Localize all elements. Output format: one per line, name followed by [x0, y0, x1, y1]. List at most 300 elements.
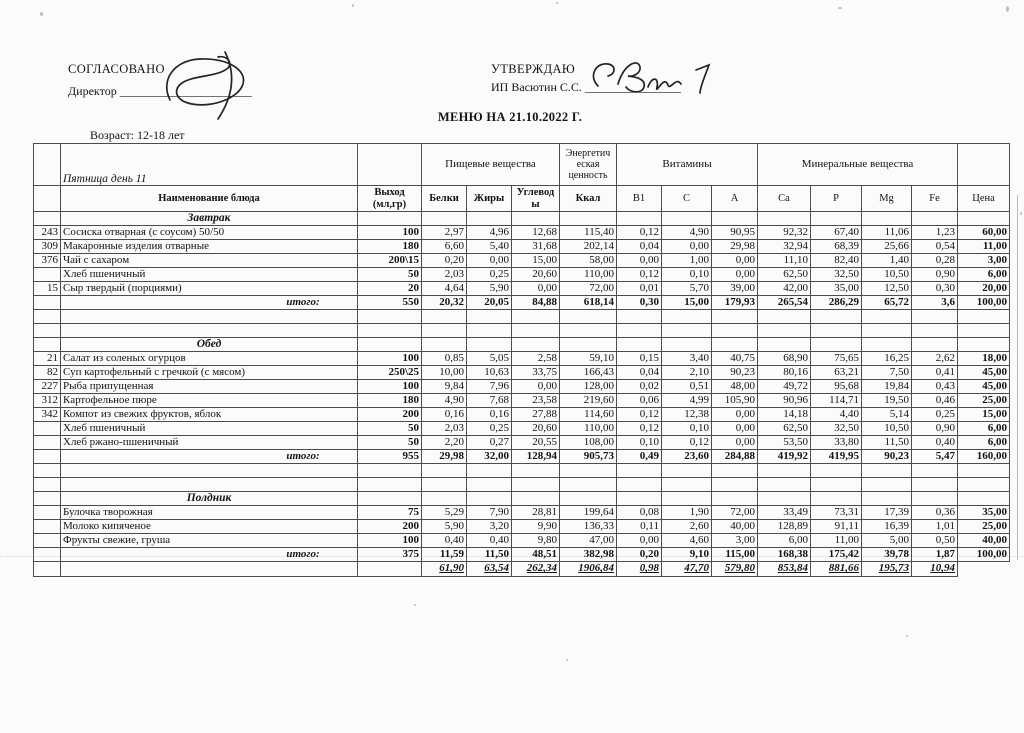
section-header-row: [34, 492, 1010, 506]
value-cell: 905,73: [560, 450, 617, 464]
price-cell: 100,00: [958, 296, 1010, 310]
row-number-cell: 342: [34, 408, 61, 422]
scan-speck: [906, 635, 908, 637]
value-cell: 39,78: [862, 548, 912, 562]
spacer-row: [34, 478, 1010, 492]
dish-name-cell: Сосиска отварная (с соусом) 50/50: [61, 226, 358, 240]
value-cell: 48,51: [512, 548, 560, 562]
value-cell: 110,00: [560, 268, 617, 282]
scan-speck: [1020, 212, 1022, 215]
cell: [467, 492, 512, 506]
cell: [912, 324, 958, 338]
group-minerals: Минеральные вещества: [758, 144, 958, 186]
value-cell: 114,60: [560, 408, 617, 422]
column-header: Выход (мл,гр): [358, 186, 422, 212]
column-header: Жиры: [467, 186, 512, 212]
column-header: Наименование блюда: [61, 186, 358, 212]
value-cell: 15,00: [662, 296, 712, 310]
value-cell: 0,00: [712, 408, 758, 422]
column-header: Цена: [958, 186, 1010, 212]
grand-total-value: 47,70: [662, 562, 712, 577]
out-cell: 50: [358, 268, 422, 282]
total-row: [34, 450, 1010, 464]
cell: [958, 310, 1010, 324]
cell: [467, 338, 512, 352]
value-cell: 15,00: [512, 254, 560, 268]
value-cell: 12,68: [512, 226, 560, 240]
column-header-row: [34, 186, 1010, 212]
dish-name-cell: Хлеб ржано-пшеничный: [61, 436, 358, 450]
page-title: МЕНЮ НА 21.10.2022 Г.: [437, 110, 583, 124]
row-number-cell: [34, 212, 61, 226]
value-cell: 110,00: [560, 422, 617, 436]
value-cell: 5,14: [862, 408, 912, 422]
value-cell: 75,65: [811, 352, 862, 366]
value-cell: 0,00: [617, 254, 662, 268]
value-cell: 90,23: [862, 450, 912, 464]
value-cell: 0,04: [617, 240, 662, 254]
cell: [862, 310, 912, 324]
total-row: [34, 296, 1010, 310]
value-cell: 48,00: [712, 380, 758, 394]
value-cell: 0,49: [617, 450, 662, 464]
value-cell: 11,50: [862, 436, 912, 450]
value-cell: 1,40: [862, 254, 912, 268]
value-cell: 20,60: [512, 268, 560, 282]
spacer-row: [34, 464, 1010, 478]
table-row: [34, 268, 1010, 282]
out-cell: 75: [358, 506, 422, 520]
value-cell: 7,96: [467, 380, 512, 394]
value-cell: 11,59: [422, 548, 467, 562]
column-header: P: [811, 186, 862, 212]
value-cell: 33,49: [758, 506, 811, 520]
value-cell: 128,94: [512, 450, 560, 464]
value-cell: 4,40: [811, 408, 862, 422]
table-row: [34, 506, 1010, 520]
cell: [560, 492, 617, 506]
cell: [862, 338, 912, 352]
value-cell: 29,98: [422, 450, 467, 464]
dish-name-cell: Хлеб пшеничный: [61, 422, 358, 436]
row-number-cell: 376: [34, 254, 61, 268]
approver-signature-line: ИП Васютин С.С. ________________: [491, 80, 681, 94]
value-cell: 114,71: [811, 394, 862, 408]
value-cell: 0,20: [617, 548, 662, 562]
value-cell: 2,60: [662, 520, 712, 534]
value-cell: 10,00: [422, 366, 467, 380]
price-cell: 20,00: [958, 282, 1010, 296]
cell: [662, 478, 712, 492]
value-cell: 199,64: [560, 506, 617, 520]
out-cell: 100: [358, 380, 422, 394]
value-cell: 0,12: [617, 408, 662, 422]
total-label: итого:: [61, 548, 358, 562]
cell: [358, 324, 422, 338]
scan-speck: [352, 4, 354, 7]
value-cell: 0,25: [467, 268, 512, 282]
value-cell: 0,06: [617, 394, 662, 408]
value-cell: 31,68: [512, 240, 560, 254]
value-cell: 17,39: [862, 506, 912, 520]
value-cell: 0,08: [617, 506, 662, 520]
cell: [662, 464, 712, 478]
dish-name-cell: [61, 562, 358, 577]
value-cell: 32,94: [758, 240, 811, 254]
value-cell: 7,90: [467, 506, 512, 520]
value-cell: 32,00: [467, 450, 512, 464]
value-cell: 40,75: [712, 352, 758, 366]
value-cell: 68,39: [811, 240, 862, 254]
cell: [662, 212, 712, 226]
cell: [758, 338, 811, 352]
cell: [758, 212, 811, 226]
section-name: Завтрак: [61, 212, 358, 226]
grand-total-row: [34, 562, 1010, 577]
row-number-cell: [34, 534, 61, 548]
table-row: [34, 380, 1010, 394]
value-cell: 0,90: [912, 268, 958, 282]
dish-name-cell: Суп картофельный с гречкой (с мясом): [61, 366, 358, 380]
out-cell: 200: [358, 408, 422, 422]
value-cell: 0,15: [617, 352, 662, 366]
price-cell: [958, 144, 1010, 186]
value-cell: 0,00: [617, 534, 662, 548]
value-cell: 0,40: [912, 436, 958, 450]
out-cell: 50: [358, 436, 422, 450]
cell: [34, 478, 61, 492]
value-cell: 90,96: [758, 394, 811, 408]
value-cell: 3,6: [912, 296, 958, 310]
cell: [422, 310, 467, 324]
value-cell: 5,90: [467, 282, 512, 296]
dish-name-cell: Молоко кипяченое: [61, 520, 358, 534]
cell: [712, 492, 758, 506]
cell: [512, 324, 560, 338]
cell: [512, 492, 560, 506]
value-cell: 0,20: [422, 254, 467, 268]
cell: [758, 492, 811, 506]
value-cell: 11,00: [811, 534, 862, 548]
cell: [512, 478, 560, 492]
out-cell: 550: [358, 296, 422, 310]
cell: [358, 492, 422, 506]
value-cell: 90,23: [712, 366, 758, 380]
grand-total-value: 1906,84: [560, 562, 617, 577]
scan-edge-artifact: [1017, 195, 1018, 560]
age-label: Возраст: 12-18 лет: [90, 128, 185, 142]
value-cell: 68,90: [758, 352, 811, 366]
price-cell: 25,00: [958, 520, 1010, 534]
value-cell: 0,27: [467, 436, 512, 450]
value-cell: 108,00: [560, 436, 617, 450]
cell: [958, 324, 1010, 338]
value-cell: 72,00: [712, 506, 758, 520]
value-cell: 95,68: [811, 380, 862, 394]
out-cell: 200: [358, 520, 422, 534]
value-cell: 9,84: [422, 380, 467, 394]
table-row: [34, 282, 1010, 296]
cell: [560, 338, 617, 352]
value-cell: 12,50: [862, 282, 912, 296]
value-cell: 0,28: [912, 254, 958, 268]
cell: [560, 324, 617, 338]
row-number-cell: [34, 562, 61, 577]
grand-total-value: 579,80: [712, 562, 758, 577]
value-cell: 14,18: [758, 408, 811, 422]
cell: [560, 212, 617, 226]
value-cell: 0,16: [422, 408, 467, 422]
grand-total-value: 853,84: [758, 562, 811, 577]
value-cell: 219,60: [560, 394, 617, 408]
cell: [958, 212, 1010, 226]
value-cell: 0,85: [422, 352, 467, 366]
value-cell: 0,00: [712, 436, 758, 450]
empty-price-cell: [958, 562, 1010, 577]
scan-speck: [556, 2, 558, 4]
table-row: [34, 254, 1010, 268]
row-number-cell: 21: [34, 352, 61, 366]
row-number-cell: [34, 186, 61, 212]
value-cell: 5,70: [662, 282, 712, 296]
value-cell: 23,60: [662, 450, 712, 464]
value-cell: 29,98: [712, 240, 758, 254]
cell: [958, 492, 1010, 506]
value-cell: 2,58: [512, 352, 560, 366]
value-cell: 0,02: [617, 380, 662, 394]
cell: [358, 478, 422, 492]
value-cell: 91,11: [811, 520, 862, 534]
value-cell: 4,90: [422, 394, 467, 408]
dish-name-cell: Сыр твердый (порциями): [61, 282, 358, 296]
price-cell: 40,00: [958, 534, 1010, 548]
spacer-row: [34, 324, 1010, 338]
value-cell: 2,20: [422, 436, 467, 450]
agreed-label: СОГЛАСОВАНО: [68, 62, 165, 76]
value-cell: 62,50: [758, 422, 811, 436]
cell: [512, 212, 560, 226]
value-cell: 0,00: [512, 282, 560, 296]
value-cell: 2,97: [422, 226, 467, 240]
value-cell: 90,95: [712, 226, 758, 240]
value-cell: 73,31: [811, 506, 862, 520]
value-cell: 0,00: [467, 254, 512, 268]
scan-speck: [414, 604, 416, 606]
value-cell: 6,00: [758, 534, 811, 548]
total-label: итого:: [61, 450, 358, 464]
value-cell: 1,01: [912, 520, 958, 534]
cell: [958, 478, 1010, 492]
value-cell: 0,50: [912, 534, 958, 548]
cell: [811, 324, 862, 338]
price-cell: 3,00: [958, 254, 1010, 268]
cell: [912, 310, 958, 324]
value-cell: 0,41: [912, 366, 958, 380]
total-row: [34, 548, 1010, 562]
cell: [862, 324, 912, 338]
price-cell: 45,00: [958, 380, 1010, 394]
value-cell: 175,42: [811, 548, 862, 562]
value-cell: 4,90: [662, 226, 712, 240]
value-cell: 115,00: [712, 548, 758, 562]
out-cell: 250\25: [358, 366, 422, 380]
value-cell: 0,00: [662, 240, 712, 254]
cell: [712, 464, 758, 478]
value-cell: 5,05: [467, 352, 512, 366]
price-cell: 11,00: [958, 240, 1010, 254]
cell: [61, 464, 358, 478]
value-cell: 0,43: [912, 380, 958, 394]
out-cell: 100: [358, 534, 422, 548]
value-cell: 0,25: [467, 422, 512, 436]
value-cell: 42,00: [758, 282, 811, 296]
value-cell: 179,93: [712, 296, 758, 310]
cell: [811, 310, 862, 324]
cell: [617, 464, 662, 478]
value-cell: 0,40: [467, 534, 512, 548]
dish-name-cell: Макаронные изделия отварные: [61, 240, 358, 254]
cell: [758, 478, 811, 492]
value-cell: 10,63: [467, 366, 512, 380]
cell: [617, 212, 662, 226]
value-cell: 105,90: [712, 394, 758, 408]
value-cell: 1,00: [662, 254, 712, 268]
scan-speck: [1006, 6, 1009, 12]
value-cell: 35,00: [811, 282, 862, 296]
cell: [862, 212, 912, 226]
value-cell: 2,62: [912, 352, 958, 366]
cell: [912, 212, 958, 226]
value-cell: 10,50: [862, 422, 912, 436]
menu-table: [33, 143, 1010, 577]
cell: [758, 464, 811, 478]
column-header: Ккал: [560, 186, 617, 212]
cell: [617, 492, 662, 506]
value-cell: 49,72: [758, 380, 811, 394]
column-header: Углеводы: [512, 186, 560, 212]
value-cell: 47,00: [560, 534, 617, 548]
group-header-row: [34, 144, 1010, 186]
value-cell: 0,30: [912, 282, 958, 296]
value-cell: 4,60: [662, 534, 712, 548]
value-cell: 1,90: [662, 506, 712, 520]
value-cell: 80,16: [758, 366, 811, 380]
cell: [712, 212, 758, 226]
cell: [61, 478, 358, 492]
value-cell: 19,84: [862, 380, 912, 394]
out-cell: [358, 144, 422, 186]
price-cell: 6,00: [958, 268, 1010, 282]
row-number-cell: 15: [34, 282, 61, 296]
cell: [617, 310, 662, 324]
value-cell: 5,00: [862, 534, 912, 548]
value-cell: 382,98: [560, 548, 617, 562]
value-cell: 40,00: [712, 520, 758, 534]
table-row: [34, 422, 1010, 436]
value-cell: 0,10: [662, 268, 712, 282]
cell: [958, 464, 1010, 478]
price-cell: 35,00: [958, 506, 1010, 520]
column-header: Ca: [758, 186, 811, 212]
table-row: [34, 436, 1010, 450]
cell: [422, 338, 467, 352]
out-cell: [358, 562, 422, 577]
value-cell: 9,10: [662, 548, 712, 562]
dish-name-cell: Компот из свежих фруктов, яблок: [61, 408, 358, 422]
value-cell: 0,10: [617, 436, 662, 450]
value-cell: 19,50: [862, 394, 912, 408]
value-cell: 20,32: [422, 296, 467, 310]
row-number-cell: [34, 144, 61, 186]
value-cell: 5,47: [912, 450, 958, 464]
dish-name-cell: Картофельное пюре: [61, 394, 358, 408]
value-cell: 202,14: [560, 240, 617, 254]
row-number-cell: 227: [34, 380, 61, 394]
value-cell: 2,10: [662, 366, 712, 380]
table-row: [34, 240, 1010, 254]
cell: [912, 478, 958, 492]
cell: [34, 310, 61, 324]
cell: [958, 338, 1010, 352]
row-number-cell: 82: [34, 366, 61, 380]
grand-total-value: 195,73: [862, 562, 912, 577]
cell: [662, 324, 712, 338]
value-cell: 284,88: [712, 450, 758, 464]
row-number-cell: [34, 436, 61, 450]
grand-total-value: 63,54: [467, 562, 512, 577]
row-number-cell: [34, 296, 61, 310]
value-cell: 5,90: [422, 520, 467, 534]
value-cell: 0,54: [912, 240, 958, 254]
value-cell: 4,64: [422, 282, 467, 296]
value-cell: 2,03: [422, 268, 467, 282]
cell: [61, 310, 358, 324]
column-header: C: [662, 186, 712, 212]
dish-name-cell: Чай с сахаром: [61, 254, 358, 268]
cell: [811, 478, 862, 492]
value-cell: 82,40: [811, 254, 862, 268]
row-number-cell: 243: [34, 226, 61, 240]
cell: [467, 212, 512, 226]
dish-name-cell: Булочка творожная: [61, 506, 358, 520]
director-signature: [152, 46, 282, 120]
value-cell: 0,36: [912, 506, 958, 520]
value-cell: 32,50: [811, 268, 862, 282]
value-cell: 84,88: [512, 296, 560, 310]
cell: [712, 478, 758, 492]
cell: [422, 212, 467, 226]
grand-total-value: 10,94: [912, 562, 958, 577]
cell: [862, 492, 912, 506]
cell: [758, 324, 811, 338]
value-cell: 128,00: [560, 380, 617, 394]
cell: [712, 338, 758, 352]
row-number-cell: [34, 450, 61, 464]
out-cell: 100: [358, 352, 422, 366]
value-cell: 0,01: [617, 282, 662, 296]
value-cell: 3,20: [467, 520, 512, 534]
cell: [358, 464, 422, 478]
value-cell: 20,05: [467, 296, 512, 310]
value-cell: 72,00: [560, 282, 617, 296]
grand-total-value: 881,66: [811, 562, 862, 577]
cell: [512, 338, 560, 352]
table-row: [34, 394, 1010, 408]
value-cell: 3,00: [712, 534, 758, 548]
out-cell: 20: [358, 282, 422, 296]
cell: [912, 492, 958, 506]
value-cell: 0,11: [617, 520, 662, 534]
